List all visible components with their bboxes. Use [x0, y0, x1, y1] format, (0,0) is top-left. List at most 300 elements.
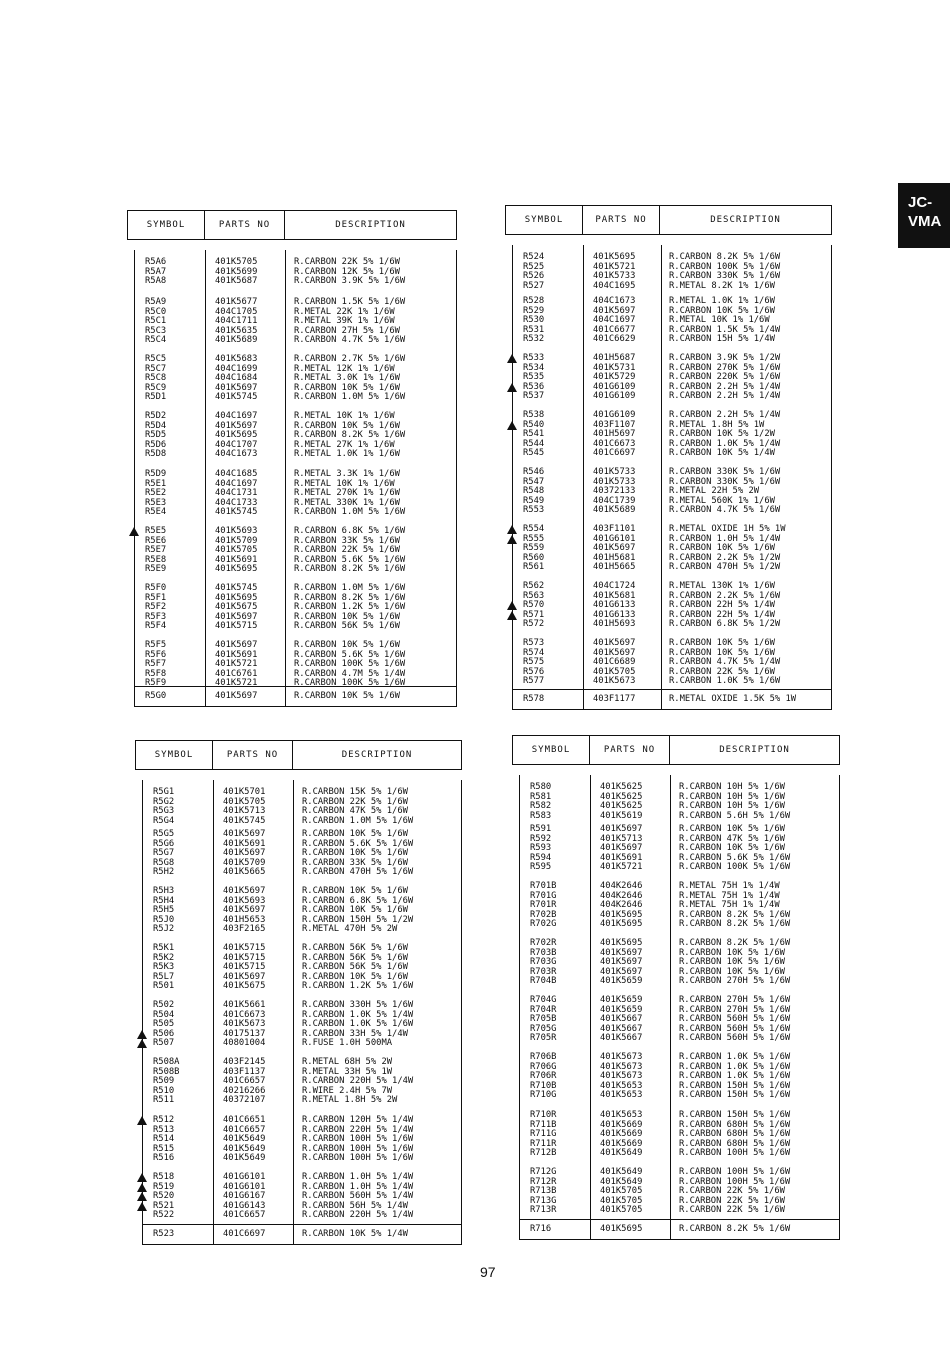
table-row — [520, 863, 839, 873]
symbol-cell: R513 — [153, 1124, 175, 1135]
table-body — [519, 775, 840, 1240]
parts-no-cell: 401C6657 — [223, 1124, 266, 1135]
description-cell: R.CARBON 10K 5% 1/2W — [669, 429, 775, 439]
description-cell: R.METAL 3.0K 1% 1/6W — [294, 373, 400, 383]
description-cell: R.CARBON 6.8K 5% 1/6W — [294, 526, 406, 536]
parts-table — [135, 740, 462, 1245]
symbol-cell: R5H2 — [153, 867, 175, 877]
description-cell: R.CARBON 10K 5% 1/6W — [294, 420, 400, 431]
parts-no-cell: 404K2646 — [600, 881, 643, 891]
row-group — [143, 830, 461, 878]
description-cell: R.CARBON 5.6K 5% 1/6W — [294, 649, 406, 660]
parts-no-cell: 401G6143 — [223, 1200, 266, 1211]
symbol-cell: R706G — [530, 1061, 557, 1072]
table-row — [135, 622, 456, 632]
symbol-cell: R5J2 — [153, 924, 175, 934]
symbol-cell: R555 — [523, 533, 545, 544]
description-cell: R.CARBON 22K 5% 1/6W — [679, 1186, 785, 1196]
parts-no-cell: 401C6697 — [593, 448, 636, 458]
symbol-cell: R706R — [530, 1071, 557, 1081]
parts-no-cell: 401C6673 — [223, 1009, 266, 1020]
description-cell: R.CARBON 8.2K 5% 1/6W — [294, 592, 406, 603]
parts-no-cell: 401G6101 — [593, 533, 636, 544]
symbol-cell: R506 — [153, 1028, 175, 1039]
parts-no-cell: 401K5715 — [215, 621, 258, 631]
description-cell: R.CARBON 1.0H 5% 1/4W — [302, 1181, 414, 1192]
symbol-cell: R5D6 — [145, 439, 167, 450]
symbol-cell: R706B — [530, 1052, 557, 1062]
parts-no-cell: 401K5673 — [600, 1061, 643, 1072]
parts-table — [512, 735, 840, 1240]
symbol-cell: R5C5 — [145, 354, 167, 364]
parts-no-cell: 401K5691 — [215, 649, 258, 660]
table-row — [520, 1091, 839, 1101]
symbol-cell: R704R — [530, 1004, 557, 1015]
description-cell: R.CARBON 330K 5% 1/6W — [669, 467, 781, 477]
symbol-cell: R544 — [523, 438, 545, 449]
parts-no-cell: 40372133 — [593, 486, 636, 496]
symbol-cell: R547 — [523, 476, 545, 487]
description-cell: R.CARBON 5.6H 5% 1/6W — [679, 810, 791, 821]
description-cell: R.CARBON 33K 5% 1/6W — [294, 535, 400, 546]
symbol-cell: R562 — [523, 581, 545, 591]
header-description: DESCRIPTION — [341, 750, 413, 760]
parts-no-cell: 401K5697 — [215, 420, 258, 431]
table-row — [520, 1225, 839, 1235]
row-group — [513, 525, 831, 573]
parts-no-cell: 403F1107 — [593, 419, 636, 430]
parts-no-cell: 401K5669 — [600, 1119, 643, 1130]
symbol-cell: R5K2 — [153, 952, 175, 963]
table-row — [143, 817, 461, 827]
parts-no-cell: 40801004 — [223, 1038, 266, 1048]
description-cell: R.CARBON 100K 5% 1/6W — [679, 862, 791, 872]
symbol-cell: R701B — [530, 881, 557, 891]
parts-no-cell: 404K2646 — [600, 890, 643, 901]
symbol-cell: R705G — [530, 1023, 557, 1034]
parts-no-cell: 401K5649 — [223, 1143, 266, 1154]
symbol-cell: R5F2 — [145, 602, 167, 612]
parts-no-cell: 401K5649 — [600, 1167, 643, 1177]
parts-no-cell: 401K5665 — [223, 867, 266, 877]
row-group — [135, 470, 456, 518]
symbol-cell: R5F4 — [145, 621, 167, 631]
description-cell: R.METAL 10K 1% 1/6W — [669, 315, 770, 325]
table-row — [520, 812, 839, 822]
description-cell: R.METAL 1.0K 1% 1/6W — [294, 449, 400, 459]
description-cell: R.CARBON 8.2K 5% 1/6W — [294, 430, 406, 440]
description-cell: R.CARBON 10K 5% 1/6W — [294, 640, 400, 650]
parts-no-cell: 401H5681 — [593, 552, 636, 563]
symbol-cell: R5E6 — [145, 535, 167, 546]
header-symbol: SYMBOL — [506, 206, 583, 234]
row-group — [135, 298, 456, 346]
symbol-cell: R703G — [530, 957, 557, 967]
row-group — [135, 527, 456, 575]
parts-no-cell: 401K5733 — [593, 476, 636, 487]
description-cell: R.CARBON 560H 5% 1/6W — [679, 1023, 791, 1034]
table-row — [513, 449, 831, 459]
row-group — [520, 1225, 839, 1235]
symbol-cell: R546 — [523, 467, 545, 477]
symbol-cell: R5K1 — [153, 943, 175, 953]
parts-no-cell: 401K5695 — [600, 1224, 643, 1234]
row-group — [135, 258, 456, 287]
parts-no-cell: 401K5697 — [600, 966, 643, 977]
description-cell: R.CARBON 10H 5% 1/6W — [679, 801, 785, 811]
description-cell: R.METAL 22K 1% 1/6W — [294, 306, 395, 317]
symbol-cell: R536 — [523, 381, 545, 392]
symbol-cell: R528 — [523, 296, 545, 306]
parts-no-cell: 401K5697 — [223, 886, 266, 896]
symbol-cell: R5C9 — [145, 382, 167, 393]
parts-no-cell: 40175137 — [223, 1028, 266, 1039]
parts-no-cell: 401K5625 — [600, 801, 643, 811]
parts-no-cell: 401K5697 — [223, 905, 266, 915]
description-cell: R.CARBON 10K 5% 1/6W — [302, 905, 408, 915]
parts-no-cell: 401H5653 — [223, 914, 266, 925]
symbol-cell: R5E2 — [145, 488, 167, 498]
row-group — [513, 411, 831, 459]
section-tab-line1: JC- — [908, 194, 933, 211]
description-cell: R.CARBON 12K 5% 1/6W — [294, 266, 400, 277]
parts-no-cell: 401K5729 — [593, 372, 636, 382]
symbol-cell: R5F7 — [145, 659, 167, 669]
safety-warning-icon — [507, 611, 517, 620]
safety-warning-icon — [507, 535, 517, 544]
symbol-cell: R5C7 — [145, 363, 167, 374]
parts-no-cell: 401K5695 — [593, 252, 636, 262]
symbol-cell: R5D4 — [145, 420, 167, 431]
description-cell: R.CARBON 1.0K 5% 1/6W — [679, 1061, 791, 1072]
parts-no-cell: 401K5653 — [600, 1080, 643, 1091]
description-cell: R.METAL 68H 5% 2W — [302, 1057, 393, 1067]
description-cell: R.CARBON 1.0M 5% 1/6W — [302, 815, 414, 826]
symbol-cell: R559 — [523, 543, 545, 553]
parts-no-cell: 401C6657 — [223, 1210, 266, 1220]
symbol-cell: R524 — [523, 252, 545, 262]
table-row — [513, 392, 831, 402]
parts-no-cell: 401K5705 — [223, 796, 266, 807]
description-cell: R.METAL 1.8H 5% 1W — [669, 419, 765, 430]
symbol-cell: R516 — [153, 1153, 175, 1163]
parts-no-cell: 401K5673 — [600, 1071, 643, 1081]
description-cell: R.CARBON 56K 5% 1/6W — [302, 962, 408, 972]
symbol-cell: R716 — [530, 1224, 552, 1234]
parts-no-cell: 401K5733 — [593, 467, 636, 477]
row-group — [520, 825, 839, 873]
description-cell: R.CARBON 3.9K 5% 1/6W — [294, 276, 406, 286]
parts-no-cell: 401K5697 — [223, 848, 266, 858]
symbol-cell: R592 — [530, 833, 552, 844]
parts-no-cell: 401K5715 — [223, 962, 266, 972]
parts-no-cell: 401K5683 — [215, 354, 258, 364]
parts-no-cell: 401H5693 — [593, 619, 636, 629]
description-cell: R.CARBON 680H 5% 1/6W — [679, 1119, 791, 1130]
parts-no-cell: 401K5667 — [600, 1033, 643, 1043]
parts-no-cell: 403F2145 — [223, 1057, 266, 1067]
parts-no-cell: 401K5649 — [600, 1176, 643, 1187]
row-group — [135, 412, 456, 460]
header-parts-no: PARTS NO — [213, 741, 293, 769]
description-cell: R.METAL 8.2K 1% 1/6W — [669, 280, 775, 291]
parts-no-cell: 401K5667 — [600, 1014, 643, 1024]
parts-no-cell: 401K5697 — [600, 843, 643, 853]
symbol-cell: R535 — [523, 372, 545, 382]
parts-no-cell: 401G6109 — [593, 391, 636, 401]
symbol-cell: R705R — [530, 1033, 557, 1043]
parts-no-cell: 401K5697 — [215, 382, 258, 393]
parts-no-cell: 401K5733 — [593, 271, 636, 281]
description-cell: R.CARBON 22K 5% 1/6W — [302, 796, 408, 807]
parts-no-cell: 401K5721 — [215, 659, 258, 669]
symbol-cell: R525 — [523, 261, 545, 272]
parts-no-cell: 401K5709 — [223, 857, 266, 868]
description-cell: R.CARBON 100H 5% 1/6W — [679, 1176, 791, 1187]
parts-no-cell: 401G6101 — [223, 1181, 266, 1192]
description-cell: R.CARBON 1.0K 5% 1/6W — [669, 676, 781, 686]
parts-no-cell: 404C1733 — [215, 497, 258, 508]
symbol-cell: R508A — [153, 1057, 180, 1067]
parts-no-cell: 401C6651 — [223, 1115, 266, 1125]
parts-no-cell: 401K5697 — [215, 640, 258, 650]
section-tab — [898, 183, 950, 248]
symbol-cell: R504 — [153, 1009, 175, 1020]
table-body — [512, 245, 832, 710]
description-cell: R.CARBON 680H 5% 1/6W — [679, 1138, 791, 1149]
parts-no-cell: 401K5661 — [223, 1000, 266, 1010]
symbol-cell: R5A8 — [145, 276, 167, 286]
parts-no-cell: 401K5635 — [215, 325, 258, 336]
description-cell: R.CARBON 220K 5% 1/6W — [669, 372, 781, 382]
parts-no-cell: 401K5705 — [215, 545, 258, 555]
parts-no-cell: 401K5693 — [215, 526, 258, 536]
symbol-cell: R5C1 — [145, 316, 167, 326]
symbol-cell: R529 — [523, 305, 545, 316]
parts-no-cell: 401K5715 — [223, 952, 266, 963]
symbol-cell: R512 — [153, 1115, 175, 1125]
parts-no-cell: 401K5673 — [600, 1052, 643, 1062]
table-row — [143, 1211, 461, 1221]
parts-no-cell: 401K5619 — [600, 810, 643, 821]
parts-no-cell: 401C6677 — [593, 324, 636, 335]
parts-no-cell: 401K5721 — [215, 678, 258, 688]
parts-table — [127, 210, 457, 707]
symbol-cell: R710R — [530, 1110, 557, 1120]
symbol-cell: R582 — [530, 801, 552, 811]
symbol-cell: R548 — [523, 486, 545, 496]
table-row — [520, 1206, 839, 1216]
table-row — [520, 1149, 839, 1159]
description-cell: R.CARBON 8.2K 5% 1/6W — [294, 564, 406, 574]
symbol-cell: R702G — [530, 919, 557, 929]
description-cell: R.CARBON 100K 5% 1/6W — [669, 261, 781, 272]
symbol-cell: R580 — [530, 782, 552, 792]
table-body — [142, 780, 462, 1245]
symbol-cell: R534 — [523, 362, 545, 373]
parts-no-cell: 401K5745 — [215, 583, 258, 593]
description-cell: R.CARBON 1.2K 5% 1/6W — [302, 981, 414, 991]
symbol-cell: R537 — [523, 391, 545, 401]
parts-no-cell: 401C6657 — [223, 1076, 266, 1086]
parts-no-cell: 401K5649 — [223, 1134, 266, 1144]
row-group — [143, 1001, 461, 1049]
description-cell: R.CARBON 6.8K 5% 1/6W — [302, 895, 414, 906]
symbol-cell: R704G — [530, 995, 557, 1005]
symbol-cell: R554 — [523, 524, 545, 534]
row-group — [143, 887, 461, 935]
symbol-cell: R593 — [530, 843, 552, 853]
row-group — [520, 939, 839, 987]
parts-no-cell: 401H5687 — [593, 353, 636, 363]
symbol-cell: R545 — [523, 448, 545, 458]
description-cell: R.CARBON 10K 5% 1/6W — [294, 611, 400, 622]
parts-no-cell: 401K5693 — [223, 895, 266, 906]
parts-no-cell: 401G6109 — [593, 410, 636, 420]
safety-warning-icon — [507, 421, 517, 430]
parts-no-cell: 40372107 — [223, 1095, 266, 1105]
symbol-cell: R710B — [530, 1080, 557, 1091]
row-group — [513, 297, 831, 345]
parts-no-cell: 401K5697 — [223, 971, 266, 982]
description-cell: R.CARBON 2.2K 5% 1/2W — [669, 552, 781, 563]
parts-no-cell: 401C6673 — [593, 438, 636, 449]
parts-no-cell: 401K5705 — [215, 257, 258, 267]
parts-no-cell: 401K5697 — [600, 957, 643, 967]
description-cell: R.CARBON 2.7K 5% 1/6W — [294, 354, 406, 364]
description-cell: R.CARBON 8.2K 5% 1/6W — [679, 909, 791, 920]
symbol-cell: R502 — [153, 1000, 175, 1010]
symbol-cell: R5A7 — [145, 266, 167, 277]
symbol-cell: R583 — [530, 810, 552, 821]
symbol-cell: R5E9 — [145, 564, 167, 574]
symbol-cell: R576 — [523, 666, 545, 677]
description-cell: R.CARBON 22K 5% 1/6W — [669, 666, 775, 677]
symbol-cell: R527 — [523, 280, 545, 291]
table-row — [143, 868, 461, 878]
parts-no-cell: 404C1699 — [215, 363, 258, 374]
parts-no-cell: 401K5675 — [215, 602, 258, 612]
parts-no-cell: 404C1707 — [215, 439, 258, 450]
row-divider — [143, 1224, 461, 1225]
symbol-cell: R5H5 — [153, 905, 175, 915]
row-group — [513, 695, 831, 705]
description-cell: R.METAL 75H 1% 1/4W — [679, 900, 780, 910]
symbol-cell: R5G7 — [153, 848, 175, 858]
header-description: DESCRIPTION — [710, 215, 781, 225]
parts-no-cell: 40216266 — [223, 1085, 266, 1096]
table-header — [505, 205, 832, 235]
description-cell: R.CARBON 56K 5% 1/6W — [302, 952, 408, 963]
description-cell: R.METAL 22H 5% 2W — [669, 486, 760, 496]
description-cell: R.WIRE 2.4H 5% 7W — [302, 1085, 393, 1096]
parts-no-cell: 401K5699 — [215, 266, 258, 277]
table-row — [135, 336, 456, 346]
symbol-cell: R712G — [530, 1167, 557, 1177]
parts-no-cell: 401K5697 — [593, 647, 636, 658]
safety-warning-icon — [137, 1192, 147, 1201]
row-group — [135, 584, 456, 632]
description-cell: R.CARBON 8.2K 5% 1/6W — [669, 252, 781, 262]
symbol-cell: R508B — [153, 1066, 180, 1077]
description-cell: R.CARBON 22K 5% 1/6W — [294, 545, 400, 555]
description-cell: R.CARBON 330K 5% 1/6W — [669, 476, 781, 487]
symbol-cell: R5G8 — [153, 857, 175, 868]
symbol-cell: R511 — [153, 1095, 175, 1105]
table-row — [143, 1154, 461, 1164]
table-row — [520, 977, 839, 987]
symbol-cell: R570 — [523, 600, 545, 610]
parts-no-cell: 401K5697 — [215, 611, 258, 622]
row-group — [135, 355, 456, 403]
symbol-cell: R533 — [523, 353, 545, 363]
safety-warning-icon — [507, 601, 517, 610]
table-row — [135, 277, 456, 287]
table-row — [143, 1096, 461, 1106]
symbol-cell: R712R — [530, 1176, 557, 1187]
parts-no-cell: 401K5697 — [593, 305, 636, 316]
parts-table — [505, 205, 832, 710]
description-cell: R.CARBON 10H 5% 1/6W — [679, 791, 785, 802]
safety-warning-icon — [137, 1116, 147, 1125]
parts-no-cell: 404C1711 — [215, 316, 258, 326]
safety-warning-icon — [137, 1030, 147, 1039]
description-cell: R.CARBON 47K 5% 1/6W — [302, 806, 408, 816]
symbol-cell: R521 — [153, 1200, 175, 1211]
symbol-cell: R5F5 — [145, 640, 167, 650]
description-cell: R.CARBON 560H 5% 1/4W — [302, 1191, 414, 1201]
description-cell: R.CARBON 1.0K 5% 1/6W — [679, 1071, 791, 1081]
parts-no-cell: 401K5667 — [600, 1023, 643, 1034]
symbol-cell: R702B — [530, 909, 557, 920]
table-row — [513, 282, 831, 292]
parts-no-cell: 404C1724 — [593, 581, 636, 591]
description-cell: R.CARBON 100H 5% 1/6W — [302, 1134, 414, 1144]
description-cell: R.CARBON 10K 5% 1/6W — [302, 829, 408, 839]
symbol-cell: R507 — [153, 1038, 175, 1048]
safety-warning-icon — [137, 1039, 147, 1048]
description-cell: R.CARBON 1.5K 5% 1/6W — [294, 297, 406, 307]
table-row — [135, 692, 456, 702]
symbol-cell: R538 — [523, 410, 545, 420]
description-cell: R.CARBON 56K 5% 1/6W — [302, 943, 408, 953]
symbol-cell: R577 — [523, 676, 545, 686]
description-cell: R.METAL 75H 1% 1/4W — [679, 890, 780, 901]
description-cell: R.CARBON 10K 5% 1/6W — [302, 886, 408, 896]
description-cell: R.CARBON 4.7K 5% 1/4W — [669, 657, 781, 667]
description-cell: R.CARBON 270H 5% 1/6W — [679, 1004, 791, 1015]
description-cell: R.CARBON 10K 5% 1/4W — [669, 448, 775, 458]
safety-warning-icon — [507, 525, 517, 534]
row-group — [520, 1111, 839, 1159]
symbol-cell: R5D8 — [145, 449, 167, 459]
table-header — [135, 740, 462, 770]
description-cell: R.METAL 270K 1% 1/6W — [294, 488, 400, 498]
parts-no-cell: 401H5697 — [593, 429, 636, 439]
parts-no-cell: 401K5713 — [600, 833, 643, 844]
parts-no-cell: 401K5697 — [215, 691, 258, 701]
description-cell: R.CARBON 10K 5% 1/6W — [669, 638, 775, 648]
description-cell: R.METAL 3.3K 1% 1/6W — [294, 469, 400, 479]
parts-no-cell: 401K5695 — [215, 430, 258, 440]
parts-no-cell: 401K5713 — [223, 806, 266, 816]
description-cell: R.METAL 39K 1% 1/6W — [294, 316, 395, 326]
row-group — [513, 354, 831, 402]
parts-no-cell: 401K5745 — [223, 815, 266, 826]
parts-no-cell: 401C6689 — [593, 657, 636, 667]
symbol-cell: R549 — [523, 495, 545, 506]
description-cell: R.CARBON 270K 5% 1/6W — [669, 362, 781, 373]
